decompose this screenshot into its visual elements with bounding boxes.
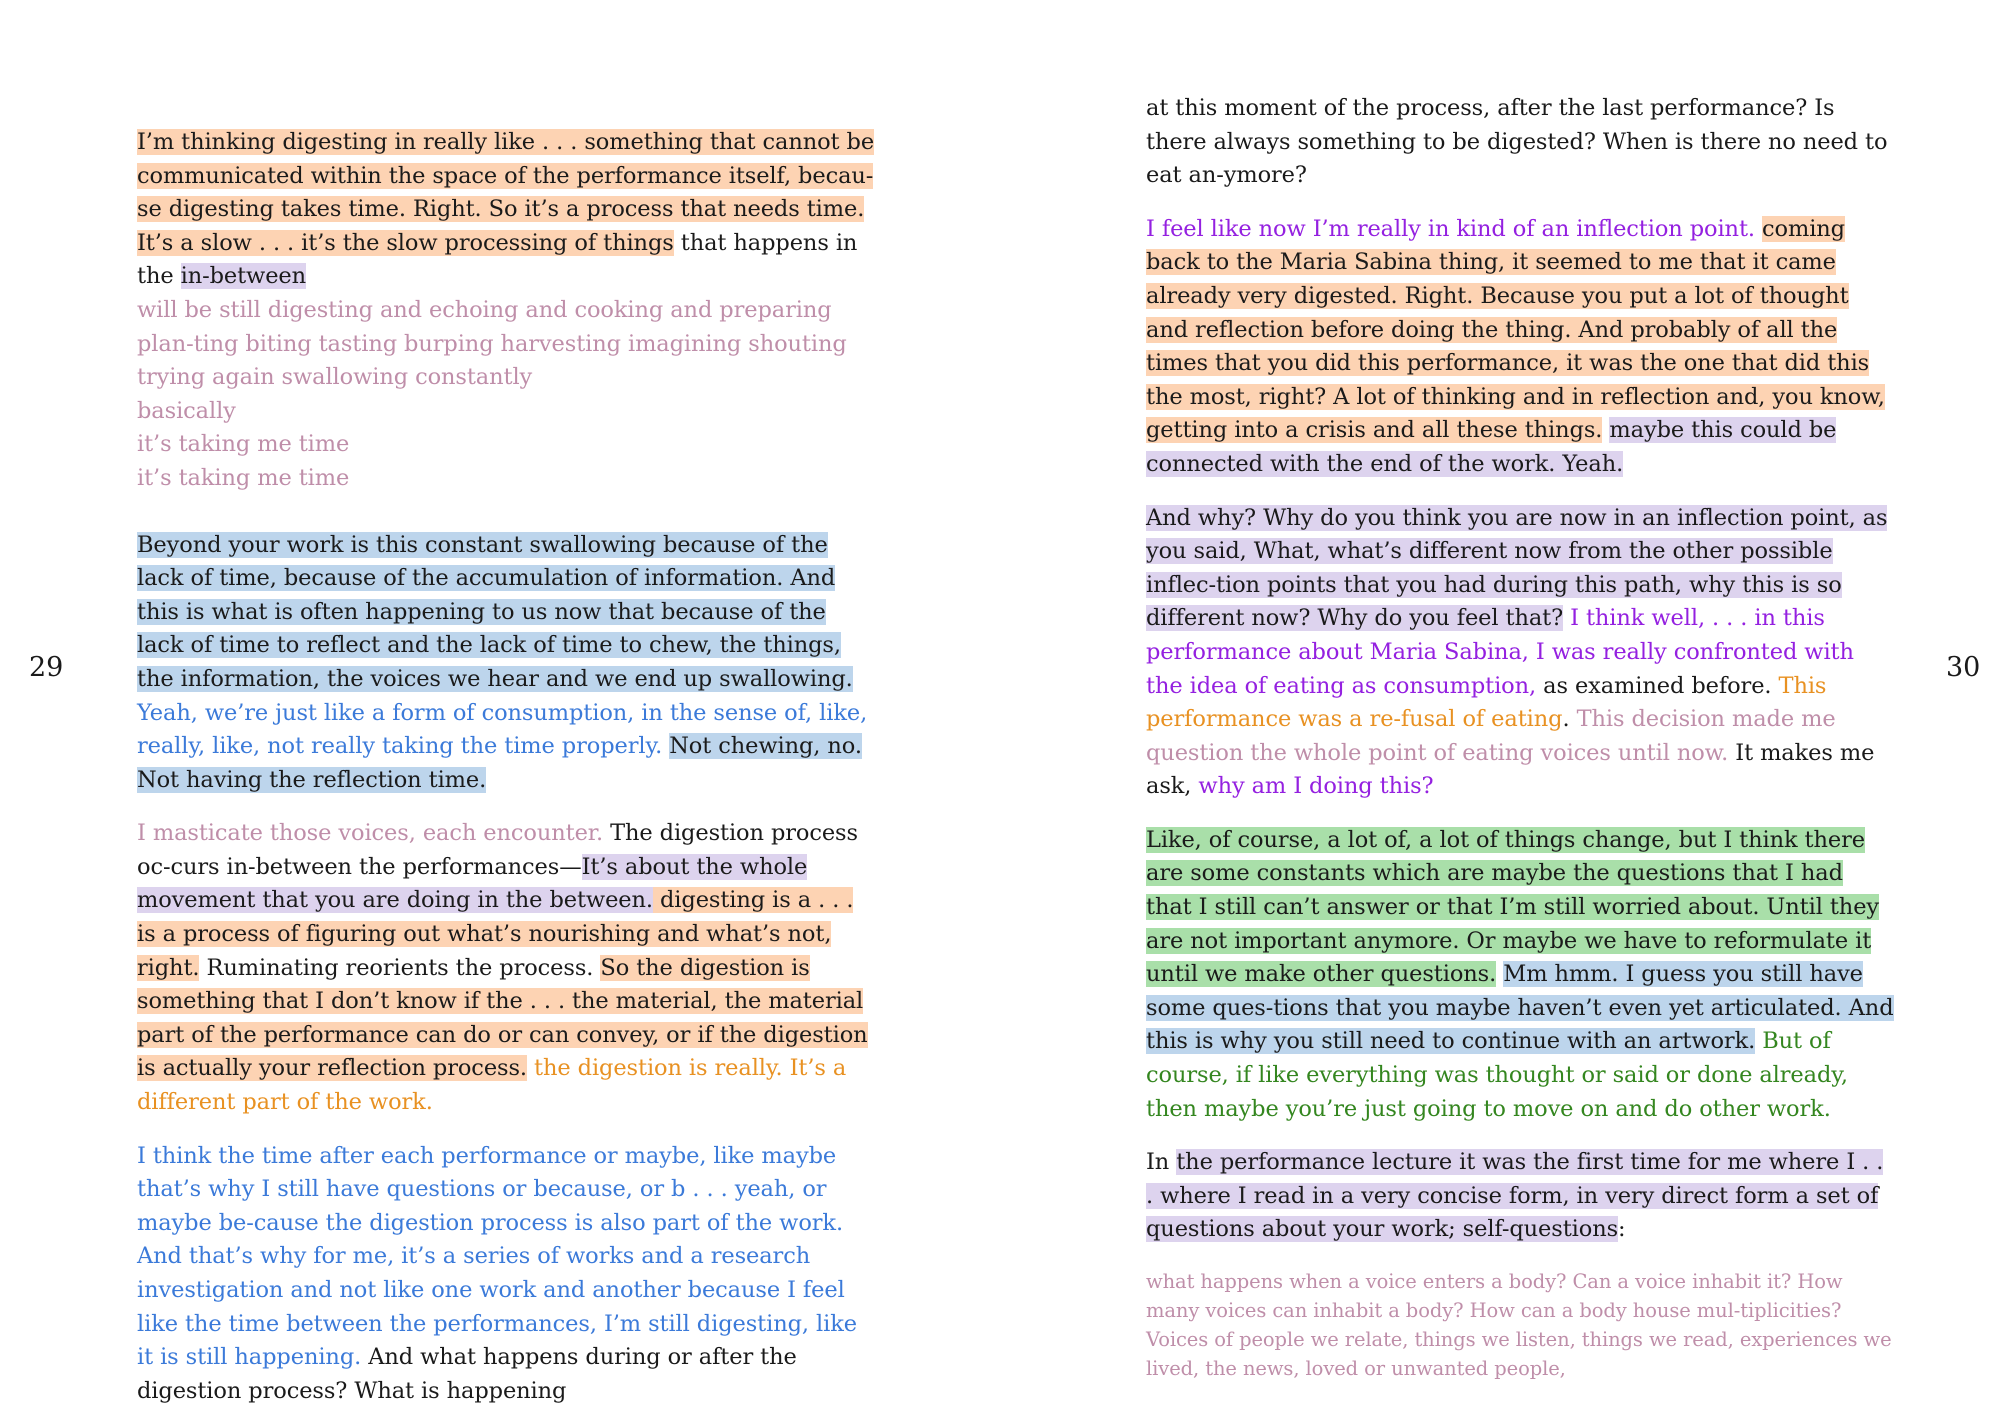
- poem-line: basically: [137, 397, 236, 424]
- text-run-c-green: But of course, if like everything was thought or said or done already, then maybe you’re just going to move on and do other work.: [1146, 1028, 1848, 1122]
- text-run-c-pink: This decision made me question the whole point of eating voices until now.: [1146, 706, 1836, 766]
- right-paragraph-5: [1146, 1146, 1894, 1247]
- poem-line: it’s taking me time: [137, 464, 350, 491]
- text-run: [1755, 216, 1762, 242]
- text-run-c-blue: Yeah, we’re just like a form of consumption, in the sense of, like, really, like, not really taking the time properly.: [137, 699, 868, 760]
- left-paragraph-5: [137, 1140, 877, 1409]
- right-column: [1146, 92, 1894, 1383]
- text-run: what happens when a voice enters a body? Can a voice inhabit it? How many voices can inhabit a body? How can a body house mul-tiplicities? Voices of people we relate, things we listen, things we read, experiences we lived, the news, loved or unwanted people,: [1146, 1270, 1892, 1380]
- text-run: :: [1618, 1216, 1626, 1243]
- text-run-hl-orange: So the digestion is something that I don’t know if the . . . the material, the material part of the performance can do or can convey, or if the digestion is actually your reflection process.: [137, 954, 868, 1082]
- poem-block: [137, 294, 877, 496]
- left-paragraph-3: [137, 529, 877, 798]
- text-run-c-violet: why am I doing this?: [1198, 773, 1434, 800]
- text-run: The digestion process oc-curs in-between the performances—: [137, 820, 858, 880]
- right-paragraph-2: [1146, 213, 1894, 482]
- text-run-hl-purple: the performance lecture it was the first time for me where I . . . where I read in a very concise form, in very direct form a set of questions about your work; self-questions: [1146, 1149, 1884, 1243]
- text-run: In: [1146, 1149, 1177, 1176]
- text-run-hl-purple: It’s about the whole movement that you are doing in the between.: [137, 853, 808, 914]
- right-paragraph-4: [1146, 824, 1894, 1126]
- text-run: Ruminating reorients the process.: [199, 954, 601, 981]
- text-run-c-violet: I feel like now I’m really in kind of an inflection point.: [1146, 215, 1755, 242]
- text-run: .: [1562, 706, 1577, 733]
- text-run-c-pink: I masticate those voices, each encounter.: [137, 820, 604, 847]
- text-run-hl-purple: And why? Why do you think you are now in an inflection point, as you said, What, what’s different now from the other possible inflec-tion points that you had during this path, why this is so different now? Why do you feel that?: [1146, 504, 1888, 632]
- right-paragraph-1: [1146, 92, 1894, 193]
- text-run: It makes me ask,: [1146, 739, 1875, 800]
- text-run-hl-orange: I’m thinking digesting in really like . . . something that cannot be communicated within the space of the performance itself, becau-se digesting takes time. Right. So it’s a process that needs time. It’s a slow . . . it’s the slow processing of things: [137, 129, 875, 256]
- page-number-right: 30: [1946, 652, 1981, 683]
- text-run-hl-blue: Not chewing, no. Not having the reflection time.: [137, 733, 862, 793]
- text-run: as examined before.: [1536, 672, 1779, 699]
- poem-line: will be still digesting and echoing and cooking and preparing plan-ting biting tasting burping harvesting imagining shouting trying again swallowing constantly: [137, 296, 847, 391]
- left-column: [137, 126, 877, 1408]
- text-run: that happens in the: [137, 229, 858, 290]
- text-run-hl-blue: Mm hmm. I guess you still have some ques-tions that you maybe haven’t even yet articulated. And this is why you still need to continue with an artwork.: [1146, 961, 1894, 1055]
- right-paragraph-3: [1146, 502, 1894, 804]
- text-run: at this moment of the process, after the last performance? Is there always something to be digested? When is there no need to eat an-ymore?: [1146, 95, 1888, 189]
- text-run-c-violet: I think well, . . . in this performance about Maria Sabina, I was really confronted with the idea of eating as consumption,: [1146, 605, 1854, 699]
- left-paragraph-4: [137, 817, 877, 1119]
- poem-line: it’s taking me time: [137, 431, 350, 458]
- text-run-c-orange: the digestion is really. It’s a different part of the work.: [137, 1055, 847, 1116]
- text-run: And what happens during or after the digestion process? What is happening: [137, 1344, 797, 1404]
- text-run-hl-purple: in-between: [180, 263, 307, 290]
- text-run-hl-blue: Beyond your work is this constant swallowing because of the lack of time, because of the accumulation of information. And this is what is often happening to us now that because of the lack of time to reflect and the lack of time to chew, the things, the information, the voices we hear and we end up swallowing.: [137, 531, 853, 692]
- text-run-hl-purple: maybe this could be connected with the end of the work. Yeah.: [1146, 417, 1837, 477]
- text-run-c-blue: I think the time after each performance or maybe, like maybe that’s why I still have questions or because, or b . . . yeah, or maybe be-cause the digestion process is also part of the work. And that’s why for me, it’s a series of works and a research investigation and not like one work and another because I feel like the time between the performances, I’m still digesting, like it is still happening.: [137, 1142, 857, 1371]
- text-run-hl-green: Like, of course, a lot of, a lot of things change, but I think there are some constants which are maybe the questions that I had that I still can’t answer or that I’m still worried about. Until they are not important anymore. Or maybe we have to reformulate it until we make other questions.: [1146, 826, 1880, 988]
- left-paragraph-1: [137, 126, 877, 294]
- text-run-hl-orange: coming back to the Maria Sabina thing, it seemed to me that it came already very digested. Right. Because you put a lot of thought and reflection before doing the thing. And probably of all the times that you did this performance, it was the one that did this the most, right? A lot of thinking and in reflection and, you know, getting into a crisis and all these things.: [1146, 215, 1885, 444]
- page-number-left: 29: [29, 652, 64, 683]
- block-quote: [1146, 1267, 1894, 1383]
- text-run-hl-orange: digesting is a . . . is a process of figuring out what’s nourishing and what’s not, right.: [137, 887, 854, 981]
- text-run-c-orange: This performance was a re-fusal of eating: [1146, 672, 1827, 733]
